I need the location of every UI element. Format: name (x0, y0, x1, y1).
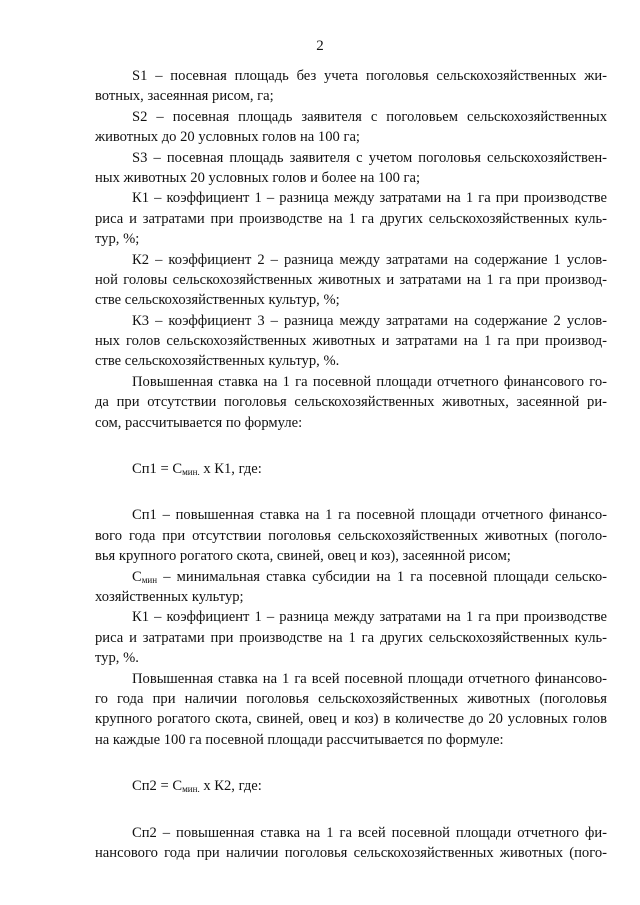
text-line: нансового года при наличии поголовья сельскохозяйственных животных (пого- (95, 844, 607, 861)
cmin-definition-line (95, 567, 607, 587)
text-line: риса и затратами при производстве на 1 га других сельскохозяйственных куль- (95, 629, 607, 646)
cmin-symbol: С (132, 568, 142, 585)
formula-sp1 (95, 459, 607, 479)
text-line: го года при наличии поголовья сельскохозяйственных животных (поголовья (95, 690, 607, 707)
text-line: вотных, засеянная рисом, га; (95, 88, 274, 105)
text-line: К1 – коэффициент 1 – разница между затратами на 1 га при производстве (132, 609, 607, 626)
text-line: тур, %; (95, 231, 140, 248)
cmin-definition-text: – минимальная ставка субсидии на 1 га посевной площади сельско- (157, 568, 607, 585)
cmin-subscript: мин (141, 574, 158, 585)
spacer (95, 433, 607, 459)
text-line: вого года при отсутствии поголовья сельскохозяйственных животных (поголо- (95, 527, 607, 544)
spacer (95, 797, 607, 823)
formula-sp1-left: Сп1 = С (132, 461, 183, 478)
text-line: ных голов сельскохозяйственных животных и затратами на 1 га при производ- (95, 333, 607, 350)
formula-sp2-left: Сп2 = С (132, 778, 183, 795)
document-body (95, 66, 607, 863)
text-line: крупного рогатого скота, свиней, овец и коз) в количестве до 20 условных голов (95, 711, 607, 728)
text-line: вья крупного рогатого скота, свиней, овец и коз), засеянной рисом; (95, 548, 511, 565)
text-line: Повышенная ставка на 1 га всей посевной площади отчетного финансово- (132, 670, 607, 687)
text-line: Сп2 – повышенная ставка на 1 га всей посевной площади отчетного фи- (132, 824, 607, 841)
text-line: на каждые 100 га посевной площади рассчитывается по формуле: (95, 731, 504, 748)
text-line: животных до 20 условных голов на 100 га; (95, 129, 360, 146)
text-line: стве сельскохозяйственных культур, %. (95, 353, 340, 370)
spacer (95, 750, 607, 776)
text-line: S1 – посевная площадь без учета поголовья сельскохозяйственных жи- (132, 68, 607, 84)
text-line: сом, рассчитывается по формуле: (95, 414, 303, 431)
text-line: Повышенная ставка на 1 га посевной площади отчетного финансового го- (132, 373, 607, 390)
text-line: К3 – коэффициент 3 – разница между затратами на содержание 2 услов- (132, 312, 607, 329)
text-line: Сп1 – повышенная ставка на 1 га посевной площади отчетного финансо- (132, 507, 607, 524)
definitions-block-2 (95, 505, 607, 566)
page-number: 2 (316, 38, 324, 54)
formula-sp1-right: х К1, где: (199, 461, 262, 478)
text-line: S3 – посевная площадь заявителя с учетом поголовья сельскохозяйствен- (132, 149, 607, 166)
spacer (95, 479, 607, 505)
formula-sp2-subscript: мин. (182, 784, 200, 795)
text-line: тур, %. (95, 650, 139, 667)
text-line: К1 – коэффициент 1 – разница между затратами на 1 га при производстве (132, 190, 607, 207)
text-line: ных животных 20 условных голов и более на 100 га; (95, 169, 421, 186)
formula-sp1-subscript: мин. (182, 467, 200, 478)
definitions-block-1 (95, 66, 607, 433)
text-line: К2 – коэффициент 2 – разница между затратами на содержание 1 услов- (132, 251, 607, 268)
text-line: ной головы сельскохозяйственных животных и затратами на 1 га при производ- (95, 271, 607, 288)
formula-sp2-right: х К2, где: (199, 778, 262, 795)
text-line: риса и затратами при производстве на 1 га других сельскохозяйственных куль- (95, 210, 607, 227)
definitions-block-4 (95, 823, 607, 864)
text-line: S2 – посевная площадь заявителя с поголовьем сельскохозяйственных (132, 108, 607, 125)
definitions-block-3 (95, 587, 607, 750)
text-line: да при отсутствии поголовья сельскохозяйственных животных, засеянной ри- (95, 394, 607, 411)
text-line: хозяйственных культур; (95, 588, 244, 605)
text-line: стве сельскохозяйственных культур, %; (95, 292, 340, 309)
formula-sp2 (95, 776, 607, 796)
